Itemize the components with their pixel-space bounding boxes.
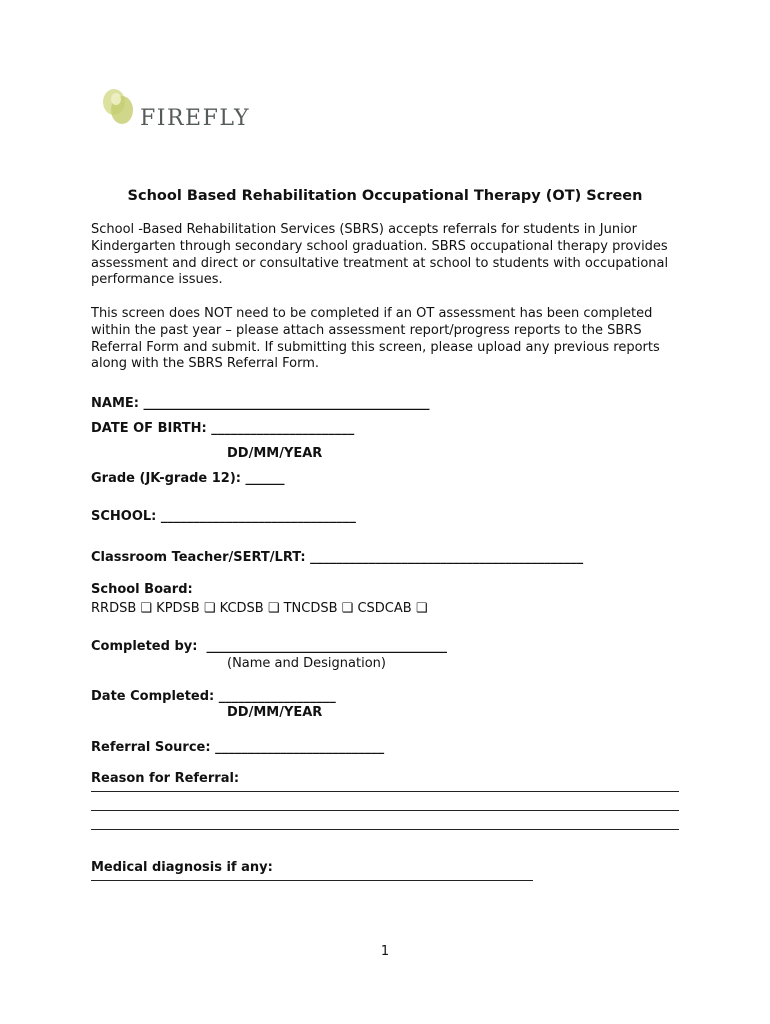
logo-wordmark: FIREFLY	[140, 106, 251, 131]
medical-diagnosis-line[interactable]	[91, 880, 533, 881]
school-field[interactable]: SCHOOL: ______________________________	[91, 509, 356, 524]
reason-for-referral-label: Reason for Referral:	[91, 771, 240, 786]
reason-line-2[interactable]	[91, 810, 679, 811]
medical-diagnosis-label: Medical diagnosis if any:	[91, 860, 273, 875]
dob-field[interactable]: DATE OF BIRTH: ______________________	[91, 421, 355, 436]
school-board-label: School Board:	[91, 582, 193, 597]
school-board-options[interactable]: RRDSB ❑ KPDSB ❑ KCDSB ❑ TNCDSB ❑ CSDCAB ❑	[91, 601, 428, 616]
dob-format-hint: DD/MM/YEAR	[227, 446, 323, 461]
page-number: 1	[380, 944, 390, 959]
completed-by-hint: (Name and Designation)	[227, 656, 386, 671]
intro-paragraph: School -Based Rehabilitation Services (SBRS) accepts referrals for students in Junior Kindergarten through secondary school graduation. SBRS occupational therapy provides assessment and direct or consultative treatment at school to students with occupational performance issues.	[91, 222, 669, 288]
date-completed-format-hint: DD/MM/YEAR	[227, 705, 323, 720]
firefly-logo	[100, 86, 270, 136]
referral-source-field[interactable]: Referral Source: __________________________	[91, 740, 385, 755]
note-paragraph: This screen does NOT need to be completed if an OT assessment has been completed within the past year – please attach assessment report/progress reports to the SBRS Referral Form and submit. If submitting this screen, please upload any previous reports along with the SBRS Referral Form.	[91, 306, 660, 372]
reason-line-1[interactable]	[91, 791, 679, 792]
grade-field[interactable]: Grade (JK-grade 12): ______	[91, 471, 285, 486]
completed-by-field[interactable]: Completed by: _____________________________________	[91, 639, 447, 654]
form-title: School Based Rehabilitation Occupational Therapy (OT) Screen	[127, 188, 643, 204]
teacher-field[interactable]: Classroom Teacher/SERT/LRT: __________________________________________	[91, 550, 584, 565]
firefly-wings-icon	[100, 86, 140, 130]
date-completed-field[interactable]: Date Completed: __________________	[91, 689, 336, 704]
reason-line-3[interactable]	[91, 829, 679, 830]
name-field[interactable]: NAME: ____________________________________________	[91, 396, 430, 411]
